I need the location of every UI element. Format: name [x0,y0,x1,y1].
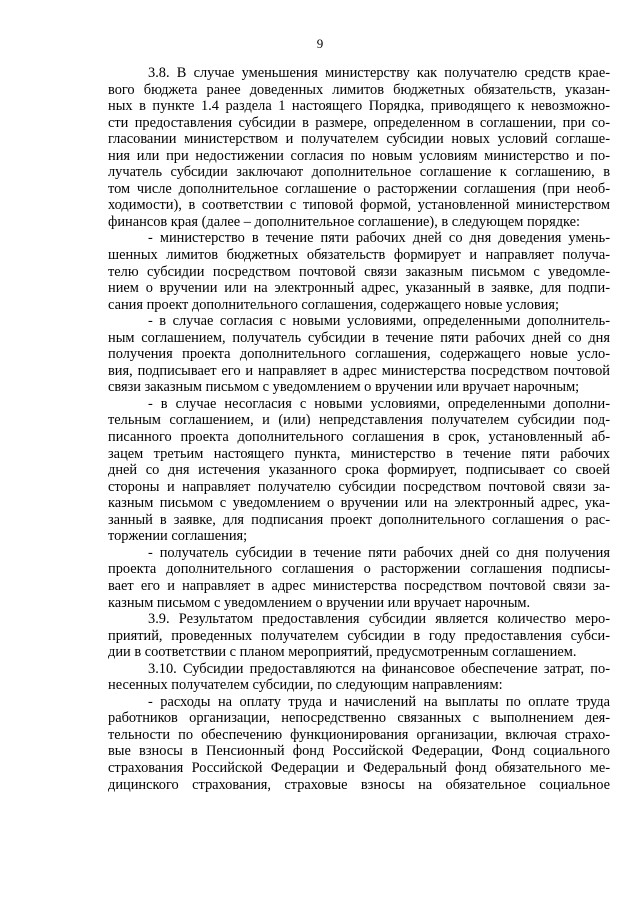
text-line: торжении соглашения; [108,528,248,545]
text-line: - в случае несогласия с новыми условиями, определенными дополни- [148,395,610,412]
text-line: 3.10. Субсидии предоставляются на финансовое обеспечение затрат, по- [148,660,610,677]
text-line: шенных лимитов бюджетных обязательств формирует и направляет получа- [108,247,610,264]
text-line: сти предоставления субсидии в размере, определенном в соглашении, при со- [108,114,610,131]
text-line: связи заказным письмом с уведомлением о вручении или вручает нарочным; [108,379,580,396]
text-line: страхования Российской Федерации и Федеральный фонд обязательного ме- [108,759,610,776]
text-line: стороны и направляет получателю субсидии посредством почтовой связи за- [108,478,610,495]
text-line: вия, подписывает его и направляет в адрес министерства посредством почтовой [108,362,610,379]
text-line: писанного проекта дополнительного соглашения в срок, установленный аб- [108,429,610,446]
page-number: 9 [316,36,324,51]
text-line: ния или при недостижении согласия по новым условиям министерство и по- [108,147,610,164]
text-line: - в случае согласия с новыми условиями, определенными дополнитель- [148,313,610,330]
document-body [108,65,610,793]
text-line: - получатель субсидии в течение пяти рабочих дней со дня получения [148,544,610,561]
text-line: получения проекта дополнительного соглашения, содержащего новые усло- [108,346,610,363]
text-line: сания проект дополнительного соглашения, содержащего новые условия; [108,296,560,313]
text-line: приятий, проведенных получателем субсидии в году предоставления субси- [108,627,610,644]
text-line: вого бюджета ранее доведенных лимитов бюджетных обязательств, указан- [108,81,610,98]
text-line: - министерство в течение пяти рабочих дней со дня доведения умень- [148,230,610,247]
text-line: ным соглашением, получатель субсидии в течение пяти рабочих дней со дня [108,329,610,346]
text-line: работников организации, непосредственно связанных с выполнением дея- [108,710,610,727]
text-line: зацем третьим настоящего пункта, министерство в течение пяти рабочих [108,445,610,462]
text-line: занный в заявке, для подписания проект дополнительного соглашения о рас- [108,511,610,528]
text-line: проекта дополнительного соглашения о расторжении соглашения подписы- [108,561,610,578]
text-line: нием о вручении или на электронный адрес, указанный в заявке, для подпи- [108,280,610,297]
text-line: вые взносы в Пенсионный фонд Российской Федерации, Фонд социального [108,743,610,760]
text-line: дней со дня истечения указанного срока формирует, подписывает со своей [108,462,610,479]
text-line: дицинского страхования, страховые взносы на обязательное социальное [108,776,610,793]
text-line: ходимости), в соответствии с типовой формой, установленной министерством [108,197,610,214]
text-line: ных в пункте 1.4 раздела 1 настоящего Порядка, приводящего к невозможно- [108,98,610,115]
text-line: несенных получателем субсидии, по следующим направлениям: [108,677,503,694]
text-line: дии в соответствии с планом мероприятий, предусмотренным соглашением. [108,644,577,661]
text-line: тельным соглашением, и (или) непредставления получателем субсидии под- [108,412,610,429]
text-line: 3.8. В случае уменьшения министерству как получателю средств крае- [148,65,610,81]
text-line: казным письмом с уведомлением о вручении или вручает нарочным. [108,594,531,611]
text-line: вает его и направляет в адрес министерства посредством почтовой связи за- [108,577,610,594]
text-line: лучатель субсидии заключают дополнительное соглашение к соглашению, в [108,164,610,181]
text-line: казным письмом с уведомлением о вручении или на электронный адрес, ука- [108,495,610,512]
text-line: гласовании министерством и получателем субсидии новых условий соглаше- [108,131,610,148]
text-line: - расходы на оплату труда и начислений на выплаты по оплате труда [148,693,610,710]
text-line: телю субсидии посредством почтовой связи заказным письмом с уведомле- [108,263,610,280]
text-line: том числе дополнительное соглашение о расторжении соглашения (при необ- [108,180,610,197]
text-line: 3.9. Результатом предоставления субсидии является количество меро- [148,611,610,628]
text-line: тельности по обеспечению функционирования организации, включая страхо- [108,726,610,743]
text-line: финансов края (далее – дополнительное соглашение), в следующем порядке: [108,213,581,230]
